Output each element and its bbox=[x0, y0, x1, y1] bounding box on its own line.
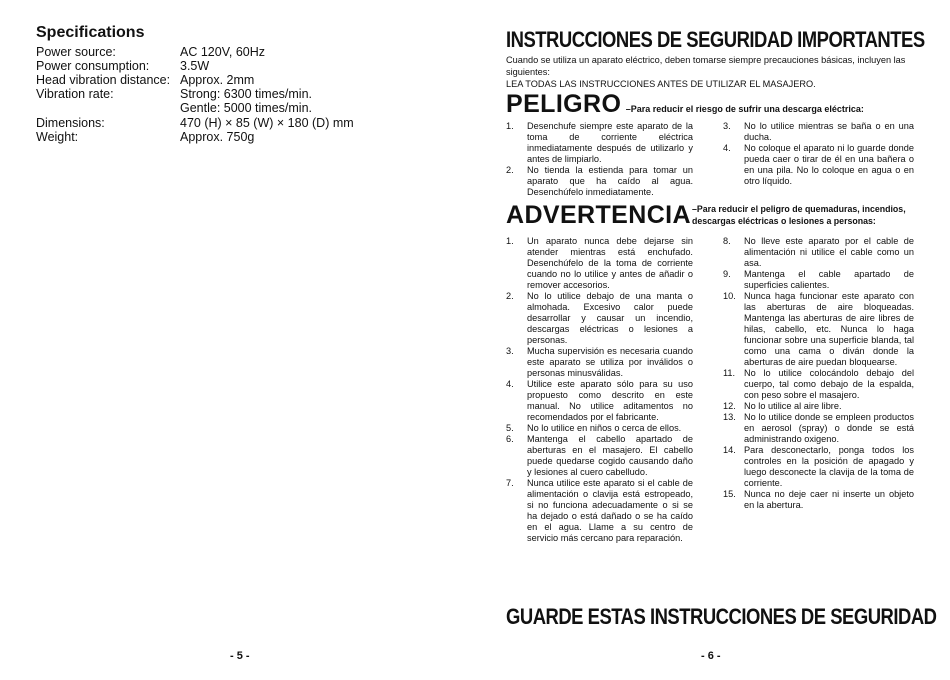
spec-value: AC 120V, 60Hz bbox=[180, 45, 266, 59]
page-number: - 5 - bbox=[230, 650, 250, 662]
list-item: 4. Utilice este aparato sólo para su uso propuesto como descrito en este manual. No utilice aditamentos no recomendados por el fabricante. bbox=[506, 379, 693, 422]
list-item: 11. No lo utilice colocándolo debajo del cuerpo, tal como debajo de la espalda, con peso sobre el masajero. bbox=[723, 368, 914, 400]
specifications-table bbox=[36, 45, 354, 144]
safety-title: INSTRUCCIONES DE SEGURIDAD IMPORTANTES bbox=[506, 27, 925, 52]
spec-row bbox=[36, 87, 354, 101]
advertencia-label: ADVERTENCIA bbox=[506, 201, 691, 229]
right-page bbox=[475, 0, 950, 680]
spec-label bbox=[36, 101, 180, 115]
list-item: 7. Nunca utilice este aparato si el cable de alimentación o clavija está estropeado, si no funciona adecuadamente o si se ha dejado o está dañado o se ha caído en el agua. Llame a su centro de servicio más cercano para reparación. bbox=[506, 478, 693, 543]
save-instructions-title: GUARDE ESTAS INSTRUCCIONES DE SEGURIDAD bbox=[506, 604, 937, 629]
spec-row bbox=[36, 101, 354, 115]
intro-warning-line: LEA TODAS LAS INSTRUCCIONES ANTES DE UTILIZAR EL MASAJERO. bbox=[506, 79, 816, 89]
specifications-heading: Specifications bbox=[36, 24, 145, 41]
peligro-heading bbox=[506, 90, 864, 119]
advertencia-list-right bbox=[723, 236, 914, 511]
list-item: 1. Un aparato nunca debe dejarse sin atender mientras está enchufado. Desenchúfelo de la toma de corriente cuando no lo utilice y antes de añadir o remover accesorios. bbox=[506, 236, 693, 290]
spec-value: Approx. 2mm bbox=[180, 73, 255, 87]
page-number: - 6 - bbox=[701, 650, 721, 662]
spec-value: 3.5W bbox=[180, 59, 210, 73]
peligro-subtitle: –Para reducir el riesgo de sufrir una descarga eléctrica: bbox=[625, 104, 864, 114]
spec-value: 470 (H) × 85 (W) × 180 (D) mm bbox=[180, 116, 354, 130]
list-item: 13. No lo utilice donde se empleen productos en aerosol (spray) o donde se está administrando oxigeno. bbox=[723, 412, 914, 444]
spec-label: Weight: bbox=[36, 130, 79, 144]
list-item: 3. No lo utilice mientras se baña o en una ducha. bbox=[723, 121, 914, 142]
peligro-label: PELIGRO bbox=[506, 90, 622, 118]
list-item: 5. No lo utilice en niños o cerca de ellos. bbox=[506, 423, 682, 433]
spec-label: Power source: bbox=[36, 45, 116, 59]
list-item: 2. No tienda la estienda para tomar un aparato que ha caído al agua. Desenchúfelo inmediatamente. bbox=[506, 165, 693, 197]
spec-value: Strong: 6300 times/min. bbox=[180, 87, 313, 101]
list-item: 2. No lo utilice debajo de una manta o almohada. Excesivo calor puede desarrollar y causar un incendio, descargas eléctricas o lesiones a personas. bbox=[506, 291, 693, 345]
spec-row bbox=[36, 45, 354, 59]
intro-text bbox=[506, 54, 926, 90]
list-item: 14. Para desconectarlo, ponga todos los controles en la posición de apagado y luego desconecte la clavija de la toma de corriente. bbox=[723, 445, 914, 488]
advertencia-list-left bbox=[506, 236, 693, 544]
spec-value: Approx. 750g bbox=[180, 130, 255, 144]
peligro-list-right bbox=[723, 121, 914, 187]
spec-row bbox=[36, 73, 354, 87]
list-item: 3. Mucha supervisión es necesaria cuando este aparato se utiliza por inválidos o personas minusválidas. bbox=[506, 346, 693, 378]
list-item: 6. Mantenga el cabello apartado de aberturas en el masajero. El cabello puede quedarse cogido causando daño y lesiones al cuero cabelludo. bbox=[506, 434, 693, 477]
spec-label: Head vibration distance: bbox=[36, 73, 171, 87]
list-item: 10. Nunca haga funcionar este aparato con las aberturas de aire bloqueadas. Mantenga las aberturas de aire libres de hilas, cabello, etc. Nunca lo haga funcionar sobre una superficie blanda, tal como una cama o diván donde la aberturas de aire puedan bloquearse. bbox=[723, 291, 914, 367]
peligro-list-left bbox=[506, 121, 693, 198]
list-item: 8. No lleve este aparato por el cable de alimentación ni utilice el cable como un asa. bbox=[723, 236, 914, 268]
spec-label: Vibration rate: bbox=[36, 87, 114, 101]
spec-label: Power consumption: bbox=[36, 59, 150, 73]
intro-line: Cuando se utiliza un aparato eléctrico, deben tomarse siempre precauciones básicas, incluyen las siguientes: bbox=[506, 55, 906, 77]
advertencia-heading bbox=[506, 201, 691, 230]
spec-row bbox=[36, 115, 354, 130]
list-item: 9. Mantenga el cable apartado de superficies calientes. bbox=[723, 269, 914, 290]
list-item: 12. No lo utilice al aire libre. bbox=[723, 401, 842, 411]
advertencia-subtitle: –Para reducir el peligro de quemaduras, incendios, descargas eléctricas o lesiones a personas: bbox=[692, 204, 906, 226]
spec-row bbox=[36, 130, 354, 144]
list-item: 4. No coloque el aparato ni lo guarde donde pueda caer o tirar de él en una bañera o en una pila. No lo coloque en agua o en otro líquido. bbox=[723, 143, 914, 186]
spec-label: Dimensions: bbox=[36, 116, 105, 130]
spec-value: Gentle: 5000 times/min. bbox=[180, 101, 313, 115]
list-item: 1. Desenchufe siempre este aparato de la toma de corriente eléctrica inmediatamente después de utilizarlo y antes de limpiarlo. bbox=[506, 121, 693, 164]
list-item: 15. Nunca no deje caer ni inserte un objeto en la abertura. bbox=[723, 489, 914, 510]
spec-row bbox=[36, 59, 354, 73]
